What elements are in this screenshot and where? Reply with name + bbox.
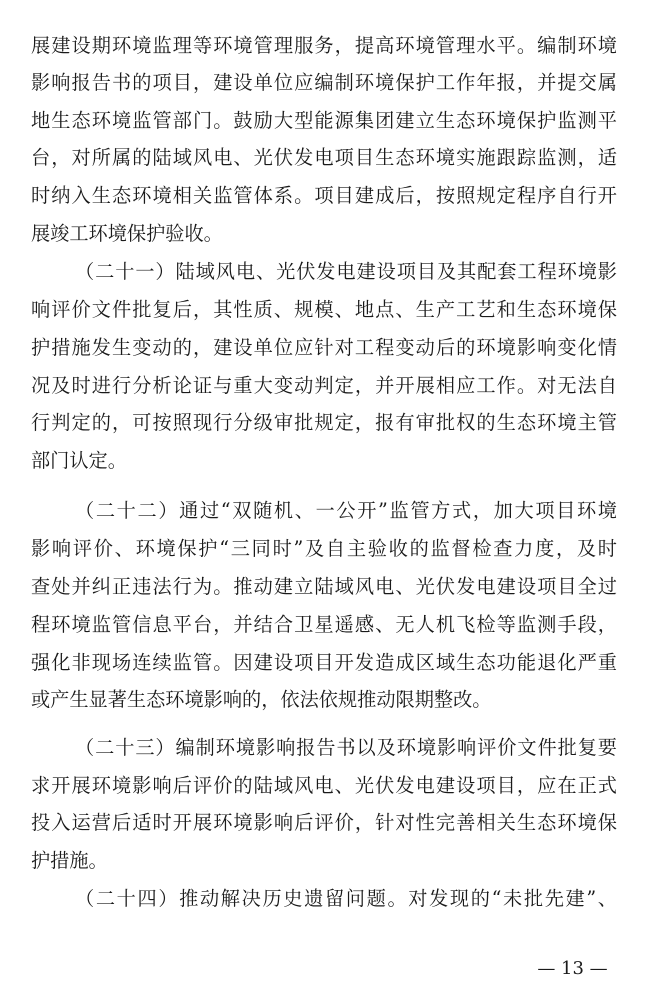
- text-line: 部门认定。: [31, 449, 127, 472]
- page-number: — 13 —: [537, 958, 608, 979]
- text-line: 行判定的，可按照现行分级审批规定，报有审批权的生态环境主管: [31, 411, 617, 434]
- text-line: 地生态环境监管部门。鼓励大型能源集团建立生态环境保护监测平: [31, 109, 617, 132]
- text-line: 护措施发生变动的，建设单位应针对工程变动后的环境影响变化情: [31, 336, 617, 359]
- text-line: 展竣工环境保护验收。: [31, 222, 223, 245]
- text-line: （二十四）推动解决历史遗留问题。对发现的“未批先建”、: [75, 887, 617, 910]
- text-line: 求开展环境影响后评价的陆域风电、光伏发电建设项目，应在正式: [31, 774, 617, 797]
- text-line: 况及时进行分析论证与重大变动判定，并开展相应工作。对无法自: [31, 374, 617, 397]
- text-line: 影响评价、环境保护“三同时”及自主验收的监督检查力度，及时: [31, 537, 617, 560]
- text-line: 强化非现场连续监管。因建设项目开发造成区域生态功能退化严重: [31, 651, 617, 674]
- text-line: 投入运营后适时开展环境影响后评价，针对性完善相关生态环境保: [31, 811, 617, 834]
- text-line: 影响报告书的项目，建设单位应编制环境保护工作年报，并提交属: [31, 71, 617, 94]
- text-line: （二十二）通过“双随机、一公开”监管方式，加大项目环境: [75, 499, 617, 522]
- text-line: 响评价文件批复后，其性质、规模、地点、生产工艺和生态环境保: [31, 298, 617, 321]
- text-line: （二十一）陆域风电、光伏发电建设项目及其配套工程环境影: [75, 260, 617, 283]
- text-line: 时纳入生态环境相关监管体系。项目建成后，按照规定程序自行开: [31, 184, 617, 207]
- text-line: 查处并纠正违法行为。推动建立陆域风电、光伏发电建设项目全过: [31, 575, 617, 598]
- text-line: 展建设期环境监理等环境管理服务，提高环境管理水平。编制环境: [31, 34, 617, 57]
- text-line: 护措施。: [31, 849, 108, 872]
- text-line: 台，对所属的陆域风电、光伏发电项目生态环境实施跟踪监测，适: [31, 146, 617, 169]
- text-line: 或产生显著生态环境影响的，依法依规推动限期整改。: [31, 688, 492, 711]
- text-line: 程环境监管信息平台，并结合卫星遥感、无人机飞检等监测手段，: [31, 613, 617, 636]
- text-line: （二十三）编制环境影响报告书以及环境影响评价文件批复要: [75, 736, 617, 759]
